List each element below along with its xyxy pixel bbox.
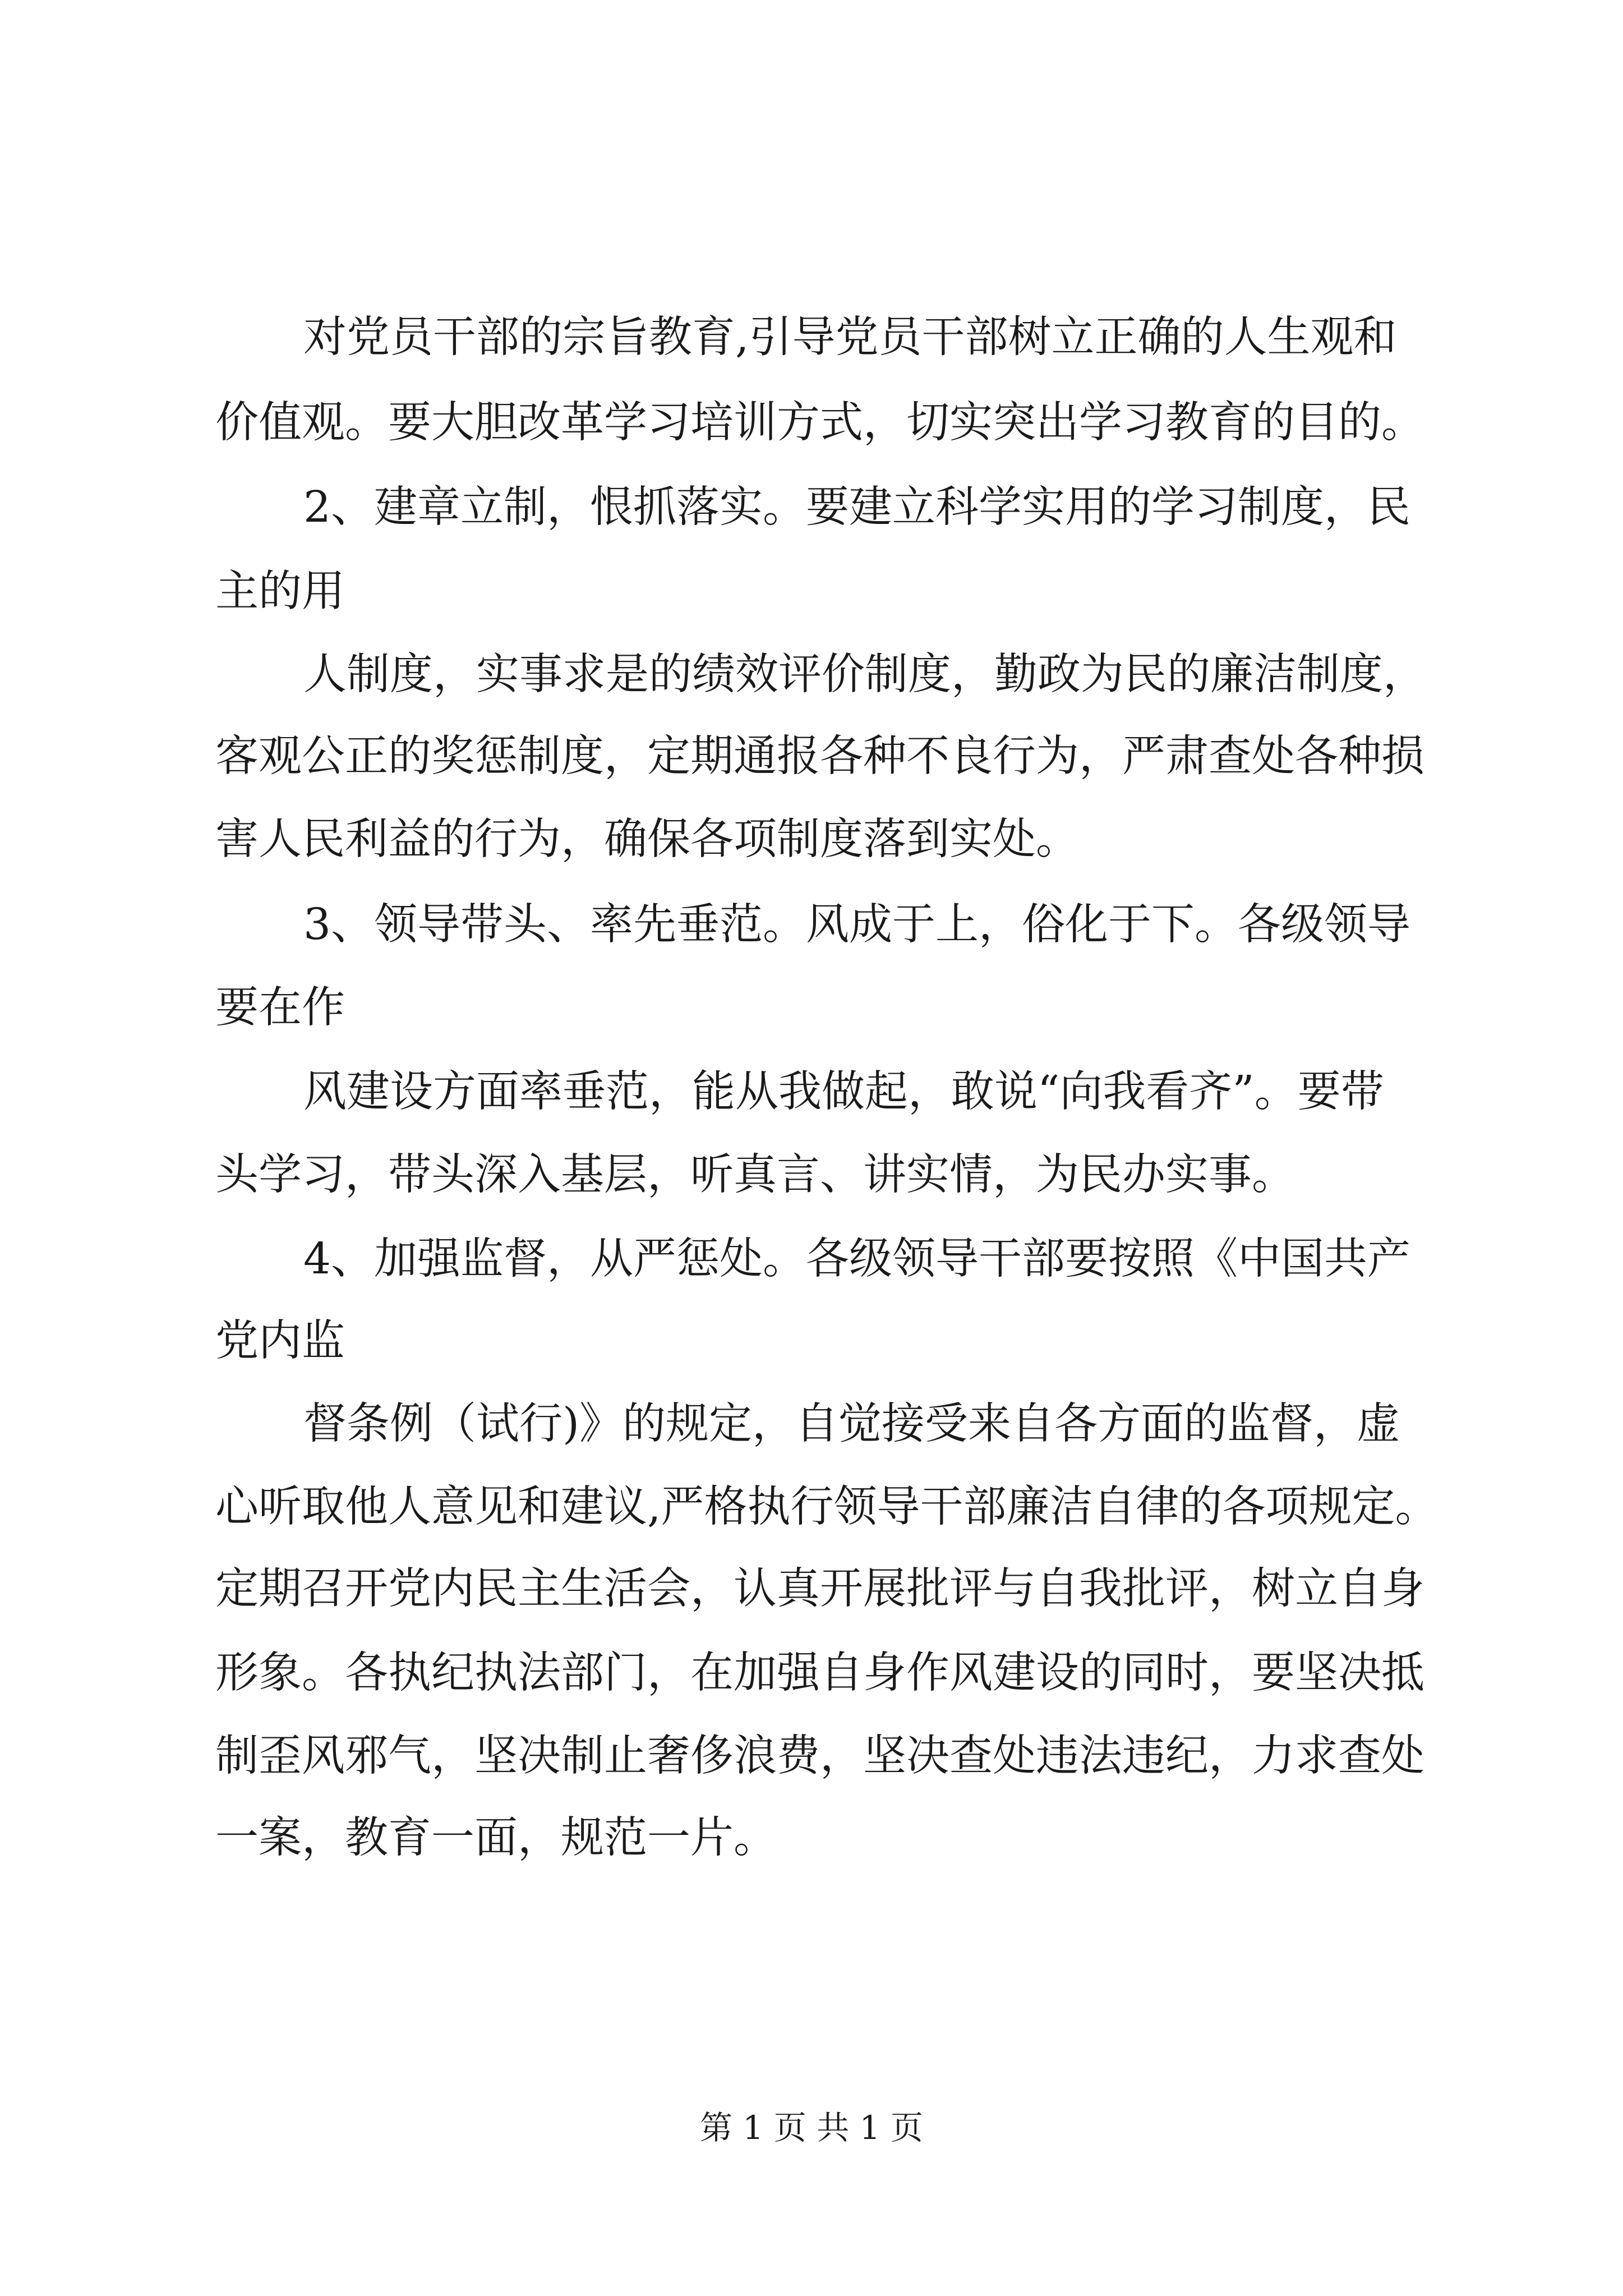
body-line: 一案，教育一面，规范一片。 [215,1813,777,1863]
body-line: 4、加强监督，从严惩处。各级领导干部要按照《中国共产 [303,1234,1410,1284]
body-line: 2、建章立制，恨抓落实。要建立科学实用的学习制度，民 [303,482,1410,532]
body-line: 要在作 [215,983,345,1033]
body-line: 客观公正的奖惩制度，定期通报各种不良行为，严肃查处各种损 [215,731,1424,781]
body-line: 对党员干部的宗旨教育,引导党员干部树立正确的人生观和 [303,312,1397,362]
body-line: 督条例（试行)》的规定，自觉接受来自各方面的监督，虚 [303,1399,1400,1449]
body-line: 形象。各执纪执法部门，在加强自身作风建设的同时，要坚决抵 [215,1648,1424,1698]
body-line: 制歪风邪气，坚决制止奢侈浪费，坚决查处违法违纪，力求查处 [215,1731,1424,1781]
body-line: 定期召开党内民主生活会，认真开展批评与自我批评，树立自身 [215,1564,1424,1614]
body-line: 风建设方面率垂范，能从我做起，敢说“向我看齐”。要带 [303,1067,1384,1117]
body-line: 心听取他人意见和建议,严格执行领导干部廉洁自律的各项规定。 [215,1482,1438,1532]
page-number-footer: 第 1 页 共 1 页 [700,2109,923,2147]
body-line: 主的用 [215,567,345,616]
body-line: 害人民利益的行为，确保各项制度落到实处。 [215,815,1079,864]
body-line: 头学习，带头深入基层，听真言、讲实情，为民办实事。 [215,1150,1295,1200]
body-line: 价值观。要大胆改革学习培训方式，切实突出学习教育的目的。 [215,398,1424,448]
body-line: 党内监 [215,1316,345,1366]
body-line: 人制度，实事求是的绩效评价制度，勤政为民的廉洁制度， [303,650,1426,700]
body-line: 3、领导带头、率先垂范。风成于上，俗化于下。各级领导 [303,900,1410,950]
